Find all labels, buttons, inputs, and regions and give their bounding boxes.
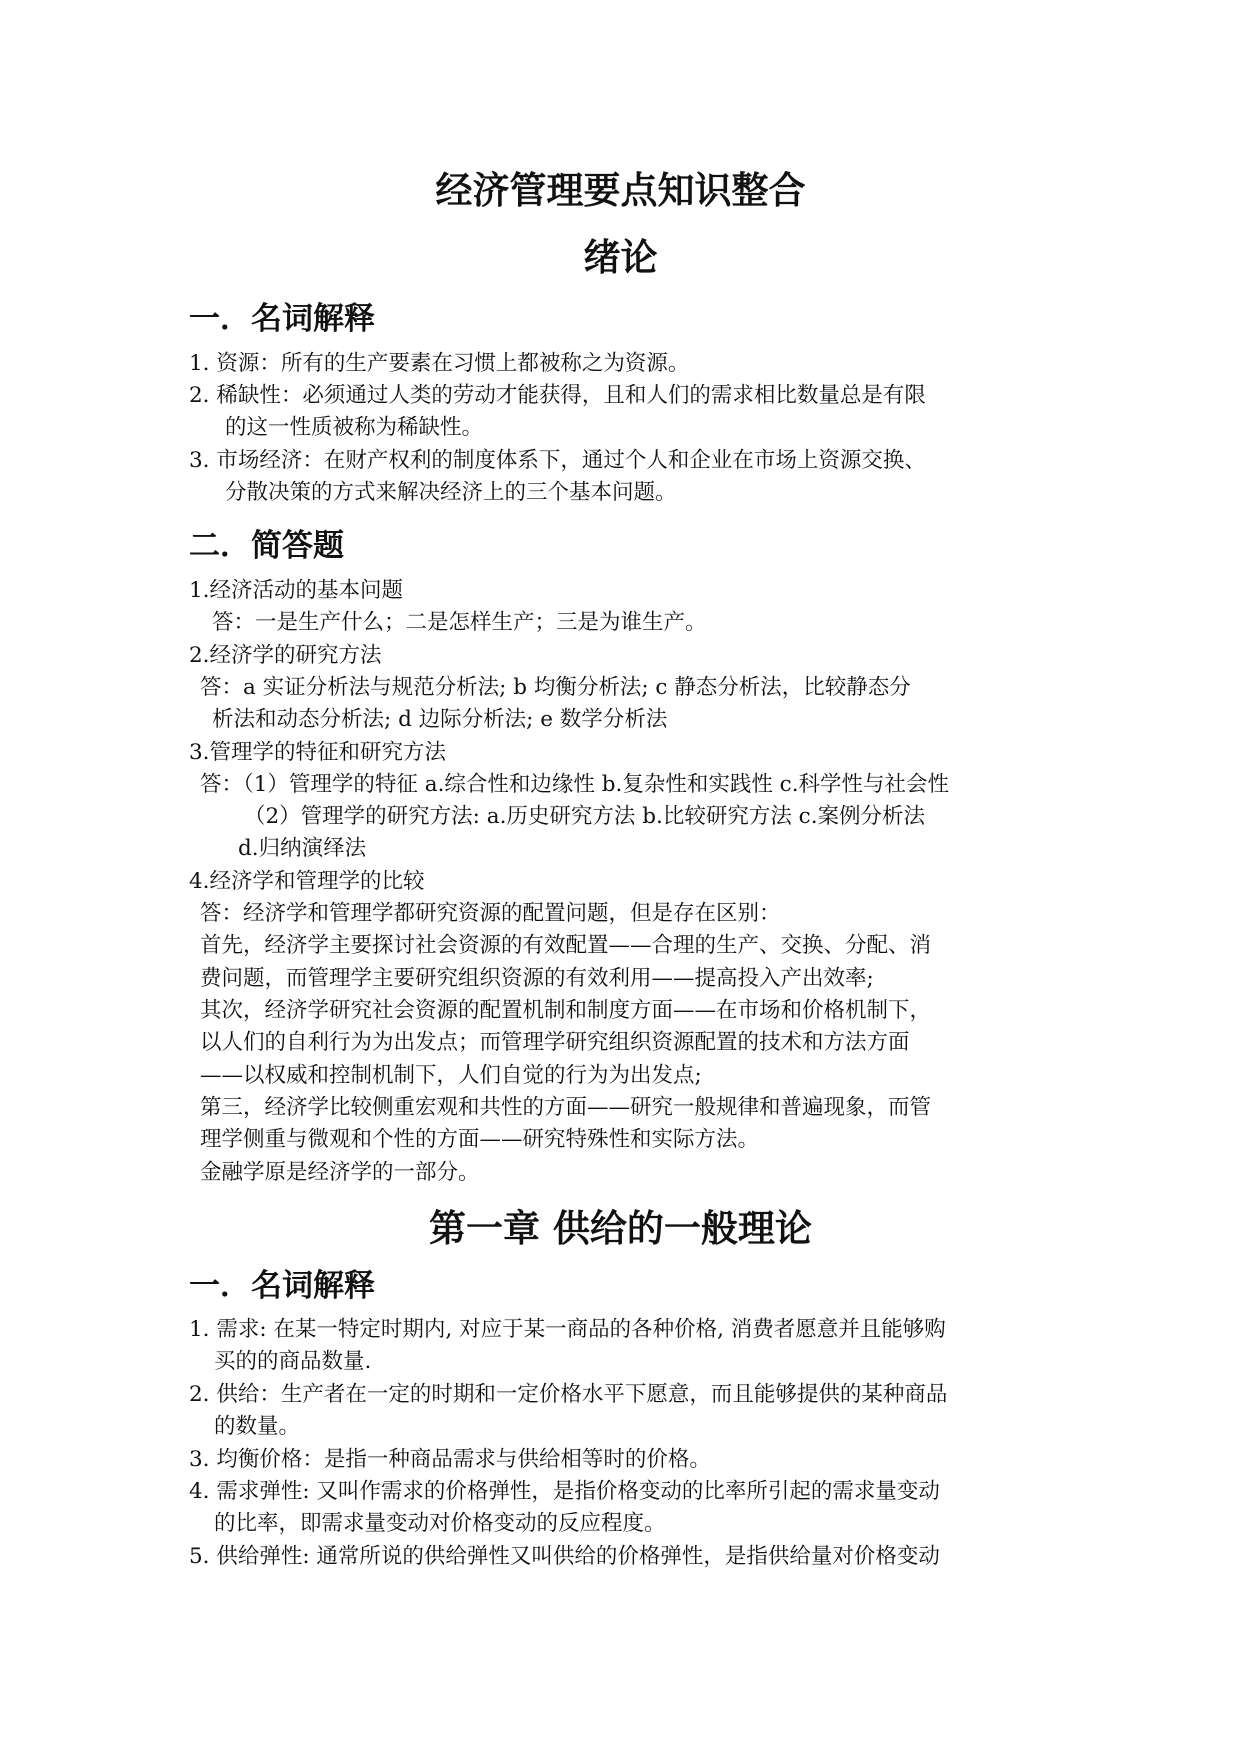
qa-answer-3-line-1: 答：（1）管理学的特征 a.综合性和边缘性 b.复杂性和实践性 c.科学性与社会性 [200, 772, 950, 797]
chapter1-term-5-line-1: 5. 供给弹性: 通常所说的供给弹性又叫供给的价格弹性，是指供给量对价格变动 [189, 1544, 940, 1569]
qa-answer-2-line-2: 析法和动态分析法; d 边际分析法; e 数学分析法 [212, 707, 668, 732]
intro-title: 绪论 [583, 236, 658, 279]
intro-section2-heading: 二．简答题 [189, 528, 344, 564]
qa-answer-4-line-7: 第三，经济学比较侧重宏观和共性的方面——研究一般规律和普遍现象，而管 [200, 1095, 932, 1120]
qa-answer-4-line-4: 其次，经济学研究社会资源的配置机制和制度方面——在市场和价格机制下， [200, 998, 932, 1023]
qa-answer-4-line-9: 金融学原是经济学的一部分。 [200, 1160, 480, 1185]
qa-answer-4-line-1: 答：经济学和管理学都研究资源的配置问题，但是存在区别： [200, 901, 781, 926]
document-title: 经济管理要点知识整合 [435, 169, 806, 212]
qa-question-4: 4.经济学和管理学的比较 [189, 869, 425, 894]
chapter1-term-4-line-1: 4. 需求弹性: 又叫作需求的价格弹性，是指价格变动的比率所引起的需求量变动 [189, 1479, 940, 1504]
qa-question-3: 3.管理学的特征和研究方法 [189, 740, 447, 765]
chapter1-term-2-line-1: 2. 供给：生产者在一定的时期和一定价格水平下愿意，而且能够提供的某种商品 [189, 1382, 948, 1407]
intro-term-2-line-1: 2. 稀缺性：必须通过人类的劳动才能获得，且和人们的需求相比数量总是有限 [189, 383, 926, 408]
intro-term-3-line-2: 分散决策的方式来解决经济上的三个基本问题。 [225, 480, 677, 505]
qa-answer-4-line-5: 以人们的自利行为为出发点；而管理学研究组织资源配置的技术和方法方面 [200, 1030, 910, 1055]
qa-answer-4-line-2: 首先，经济学主要探讨社会资源的有效配置——合理的生产、交换、分配、消 [200, 933, 932, 958]
qa-answer-1: 答：一是生产什么；二是怎样生产；三是为谁生产。 [212, 610, 707, 635]
qa-question-1: 1.经济活动的基本问题 [189, 578, 404, 603]
chapter1-term-1-line-2: 买的的商品数量. [214, 1349, 372, 1374]
chapter1-term-1-line-1: 1. 需求: 在某一特定时期内, 对应于某一商品的各种价格, 消费者愿意并且能够购 [189, 1317, 946, 1342]
qa-answer-4-line-3: 费问题，而管理学主要研究组织资源的有效利用——提高投入产出效率; [200, 966, 874, 991]
intro-term-3-line-1: 3. 市场经济：在财产权利的制度体系下，通过个人和企业在市场上资源交换、 [189, 448, 926, 473]
intro-term-1-line-1: 1. 资源：所有的生产要素在习惯上都被称之为资源。 [189, 351, 690, 376]
intro-section1-heading: 一．名词解释 [189, 301, 375, 337]
chapter1-term-2-line-2: 的数量。 [214, 1414, 301, 1439]
chapter1-term-4-line-2: 的比率，即需求量变动对价格变动的反应程度。 [214, 1511, 666, 1536]
chapter1-term-3-line-1: 3. 均衡价格：是指一种商品需求与供给相等时的价格。 [189, 1447, 711, 1472]
qa-answer-3-line-3: d.归纳演绎法 [238, 836, 367, 861]
qa-answer-4-line-6: ——以权威和控制机制下，人们自觉的行为为出发点; [200, 1063, 702, 1088]
chapter1-section1-heading: 一．名词解释 [189, 1268, 375, 1304]
chapter1-title: 第一章 供给的一般理论 [429, 1207, 812, 1250]
qa-question-2: 2.经济学的研究方法 [189, 643, 382, 668]
qa-answer-2-line-1: 答：a 实证分析法与规范分析法; b 均衡分析法; c 静态分析法，比较静态分 [200, 675, 911, 700]
qa-answer-4-line-8: 理学侧重与微观和个性的方面——研究特殊性和实际方法。 [200, 1127, 760, 1152]
intro-term-2-line-2: 的这一性质被称为稀缺性。 [225, 415, 484, 440]
qa-answer-3-line-2: （2）管理学的研究方法: a.历史研究方法 b.比较研究方法 c.案例分析法 [244, 804, 926, 829]
